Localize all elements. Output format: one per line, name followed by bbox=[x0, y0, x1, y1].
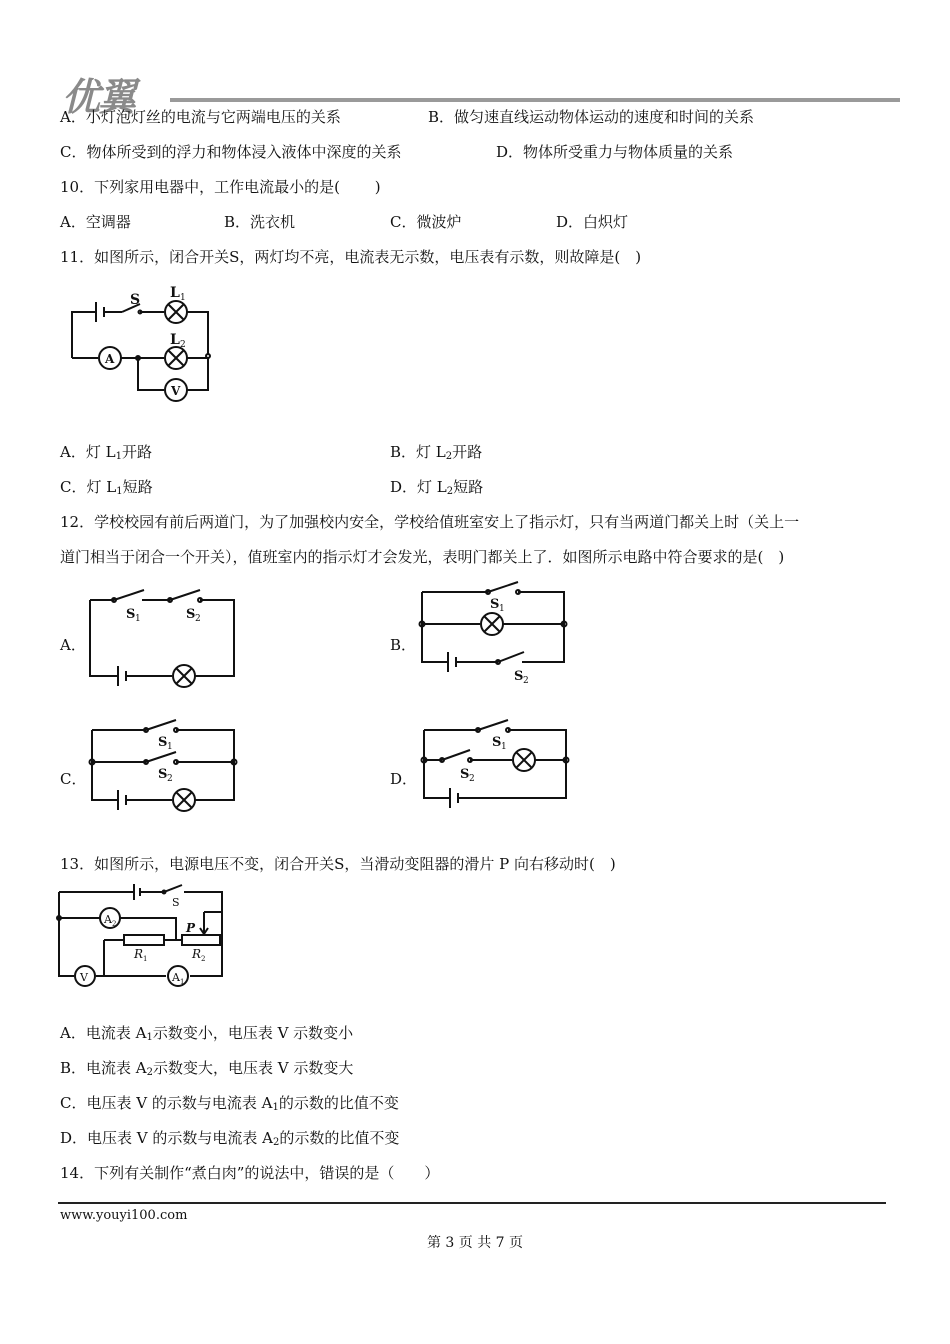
q12-stem-line1: 12．学校校园有前后两道门，为了加强校内安全，学校给值班室安上了指示灯，只有当两道门都关上时（关上一 bbox=[60, 513, 800, 531]
q11-option-a: A．灯 $L_1$开路 bbox=[60, 443, 152, 462]
q12-c-s2-label: S bbox=[158, 767, 168, 782]
q13-r2-label: R bbox=[192, 947, 202, 961]
q12-option-b-circuit bbox=[418, 586, 568, 686]
q12-option-b-label: B． bbox=[390, 636, 417, 654]
q13-stem: 13．如图所示，电源电压不变，闭合开关S，当滑动变阻器的滑片 P 向右移动时( ) bbox=[60, 855, 616, 873]
q11-switch-label: S bbox=[130, 292, 141, 308]
q13-option-a: A．电流表 $A_1$示数变小，电压表 V 示数变小 bbox=[60, 1024, 354, 1043]
q9-option-a: A．小灯泡灯丝的电流与它两端电压的关系 bbox=[60, 108, 341, 126]
footer-url: www.youyi100.com bbox=[60, 1208, 188, 1223]
q12-a-s2-sub: 2 bbox=[195, 614, 201, 624]
q12-option-d-label: D． bbox=[390, 770, 418, 788]
q12-c-s2-sub: 2 bbox=[167, 774, 173, 784]
q12-a-s2-label: S bbox=[186, 607, 196, 622]
q11-l1-sub: 1 bbox=[180, 293, 186, 303]
q10-option-c: C．微波炉 bbox=[390, 213, 462, 231]
q12-b-s2-label: S bbox=[514, 669, 524, 684]
q14-stem: 14．下列有关制作“煮白肉”的说法中，错误的是（ ） bbox=[60, 1164, 440, 1182]
q11-stem: 11．如图所示，闭合开关S，两灯均不亮，电流表无示数，电压表有示数，则故障是( ) bbox=[60, 248, 642, 266]
q12-option-c-label: C． bbox=[60, 770, 87, 788]
q13-r2-sub: 2 bbox=[201, 955, 206, 963]
q13-option-c: C．电压表 V 的示数与电流表 $A_1$的示数的比值不变 bbox=[60, 1094, 399, 1113]
q13-slider-label: P bbox=[186, 921, 196, 935]
q12-b-s2-sub: 2 bbox=[523, 676, 529, 686]
q10-stem: 10．下列家用电器中，工作电流最小的是( ) bbox=[60, 178, 381, 196]
q12-option-c-circuit bbox=[88, 718, 238, 818]
q12-d-s2-sub: 2 bbox=[469, 774, 475, 784]
q13-r1-label: R bbox=[134, 947, 144, 961]
q12-a-s1-sub: 1 bbox=[135, 614, 141, 624]
q13-option-d: D．电压表 V 的示数与电流表 $A_2$的示数的比值不变 bbox=[60, 1129, 400, 1148]
q12-c-s1-label: S bbox=[158, 735, 168, 750]
q11-circuit-diagram bbox=[60, 280, 230, 410]
q11-l2-sub: 2 bbox=[180, 340, 186, 350]
q13-a2-sub: 2 bbox=[112, 920, 117, 928]
q13-switch-label: S bbox=[172, 896, 180, 909]
page-number: 第 3 页 共 7 页 bbox=[426, 1235, 524, 1251]
q13-a1-label: A bbox=[172, 971, 180, 984]
brand-logo: 优翼 bbox=[62, 75, 135, 119]
q11-option-c: C．灯 $L_1$短路 bbox=[60, 478, 153, 497]
q10-option-b: B．洗衣机 bbox=[224, 213, 296, 231]
q12-b-s1-label: S bbox=[490, 597, 500, 612]
q12-b-s1-sub: 1 bbox=[499, 604, 505, 614]
q13-resistor-r1-icon bbox=[124, 935, 164, 945]
q13-circuit-diagram bbox=[56, 882, 228, 990]
q12-a-s1-label: S bbox=[126, 607, 136, 622]
q9-option-d: D．物体所受重力与物体质量的关系 bbox=[496, 143, 734, 161]
q9-option-b: B．做匀速直线运动物体运动的速度和时间的关系 bbox=[428, 108, 755, 126]
q11-option-d: D．灯 $L_2$短路 bbox=[390, 478, 484, 497]
q13-voltmeter-label: V bbox=[80, 971, 88, 984]
q12-option-a-circuit bbox=[88, 588, 238, 688]
q12-option-a-label: A． bbox=[60, 636, 86, 654]
footer-rule bbox=[58, 1202, 886, 1204]
q12-d-s2-label: S bbox=[460, 767, 470, 782]
q13-option-b: B．电流表 $A_2$示数变大，电压表 V 示数变大 bbox=[60, 1059, 354, 1078]
q11-l1-label: L bbox=[170, 285, 180, 301]
q10-option-d: D．白炽灯 bbox=[556, 213, 629, 231]
q9-option-c: C．物体所受到的浮力和物体浸入液体中深度的关系 bbox=[60, 143, 402, 161]
q12-stem-line2: 道门相当于闭合一个开关），值班室内的指示灯才会发光，表明门都关上了．如图所示电路中符合要求的是( ) bbox=[60, 548, 785, 566]
q10-option-a: A．空调器 bbox=[60, 213, 131, 231]
q12-option-d-circuit bbox=[420, 718, 570, 808]
q11-option-b: B．灯 $L_2$开路 bbox=[390, 443, 483, 462]
q11-ammeter-label: A bbox=[105, 352, 115, 366]
q12-d-s1-sub: 1 bbox=[501, 742, 507, 752]
q13-a2-label: A bbox=[104, 913, 112, 926]
q11-voltmeter-label: V bbox=[171, 384, 181, 398]
q13-resistor-r2-icon bbox=[182, 935, 220, 945]
q12-d-s1-label: S bbox=[492, 735, 502, 750]
q11-l2-label: L bbox=[170, 332, 180, 348]
q13-a1-sub: 1 bbox=[180, 978, 185, 986]
q12-c-s1-sub: 1 bbox=[167, 742, 173, 752]
q13-r1-sub: 1 bbox=[143, 955, 148, 963]
header-rule bbox=[170, 98, 900, 102]
